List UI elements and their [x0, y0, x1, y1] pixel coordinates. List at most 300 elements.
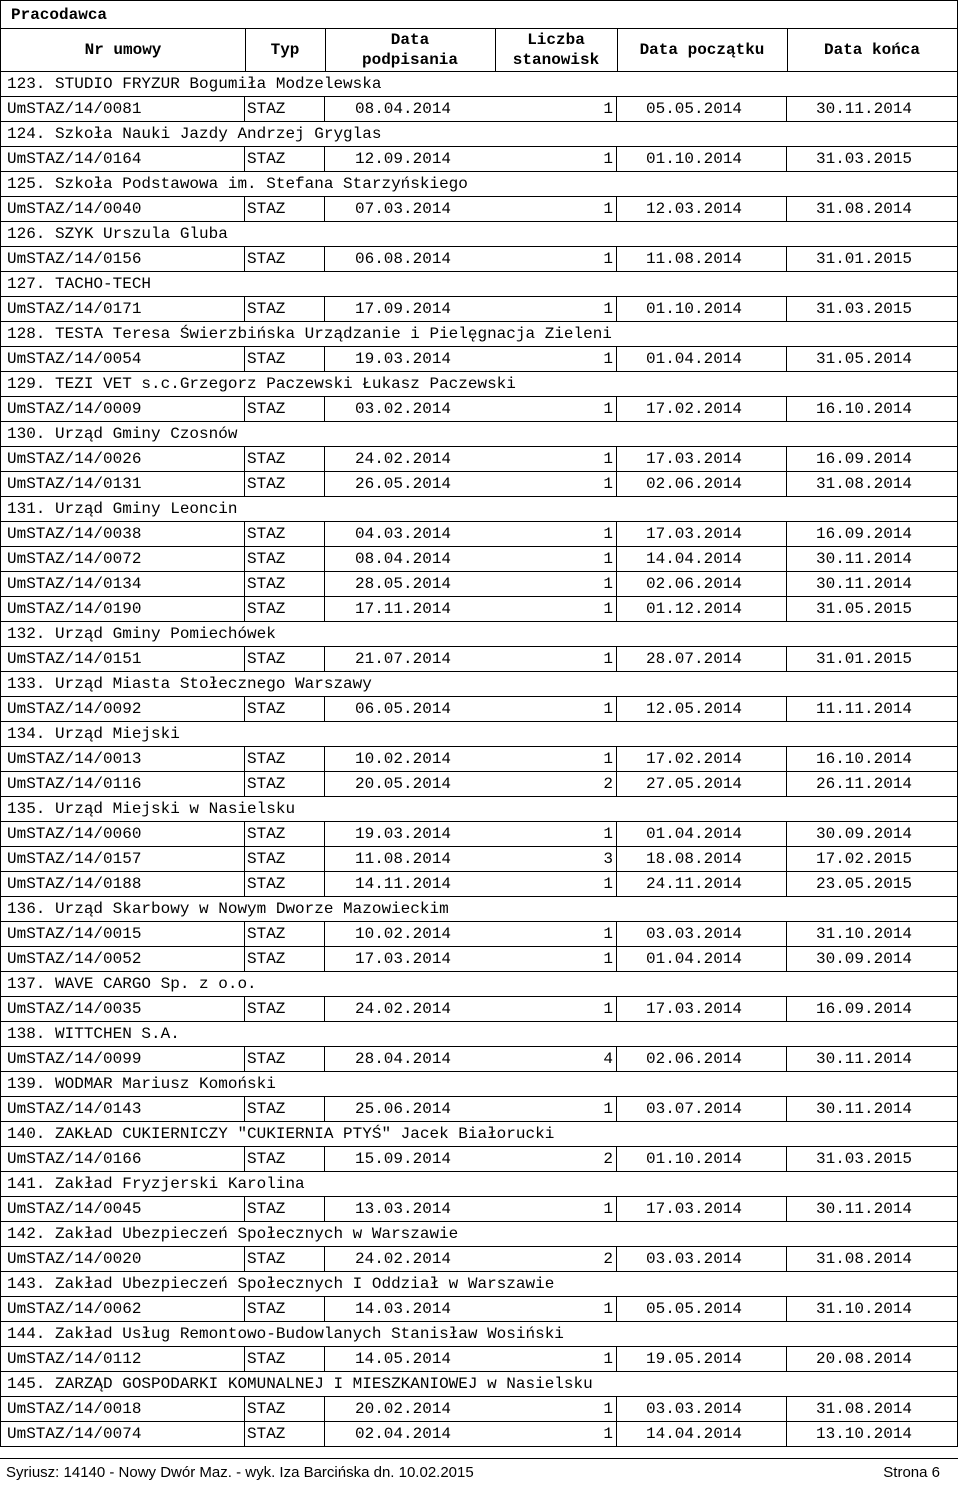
cell-typ: STAZ	[247, 1425, 286, 1443]
cell-typ: STAZ	[247, 700, 286, 718]
header-data-poczatku: Data początku	[639, 41, 765, 59]
cell-nr: UmSTAZ/14/0009	[7, 400, 142, 418]
cell-nr: UmSTAZ/14/0116	[7, 775, 142, 793]
employer-group	[0, 897, 958, 972]
cell-de: 30.09.2014	[816, 950, 913, 968]
cell-typ: STAZ	[247, 775, 286, 793]
column-divider	[786, 522, 787, 621]
column-divider	[786, 822, 787, 896]
cell-de: 31.01.2015	[816, 250, 913, 268]
cell-cnt: 1	[603, 950, 613, 968]
header-liczba-line1: Liczba	[527, 31, 585, 49]
cell-cnt: 1	[603, 825, 613, 843]
table-row	[1, 546, 957, 571]
cell-typ: STAZ	[247, 1250, 286, 1268]
column-divider	[244, 147, 245, 171]
cell-dp: 25.06.2014	[355, 1100, 452, 1118]
column-divider	[324, 97, 325, 121]
cell-nr: UmSTAZ/14/0112	[7, 1350, 142, 1368]
cell-nr: UmSTAZ/14/0092	[7, 700, 142, 718]
table-row	[1, 471, 957, 496]
column-divider	[786, 147, 787, 171]
employer-group	[0, 1072, 958, 1122]
table-row	[1, 1397, 957, 1421]
cell-typ: STAZ	[247, 600, 286, 618]
employer-group	[0, 797, 958, 897]
cell-nr: UmSTAZ/14/0062	[7, 1300, 142, 1318]
cell-cnt: 1	[603, 525, 613, 543]
column-divider	[616, 347, 617, 371]
employer-name: 127. TACHO-TECH	[1, 272, 957, 297]
column-divider	[244, 1147, 245, 1171]
cell-nr: UmSTAZ/14/0190	[7, 600, 142, 618]
employer-group	[0, 1372, 958, 1447]
cell-typ: STAZ	[247, 575, 286, 593]
cell-de: 30.11.2014	[816, 1100, 913, 1118]
contract-rows	[1, 297, 957, 321]
header-data-podpisania-line1: Data	[390, 31, 430, 49]
column-divider	[616, 1047, 617, 1071]
column-divider	[244, 247, 245, 271]
cell-cnt: 1	[603, 100, 613, 118]
cell-de: 31.01.2015	[816, 650, 913, 668]
column-divider	[616, 1097, 617, 1121]
cell-de: 17.02.2015	[816, 850, 913, 868]
employer-group	[0, 1122, 958, 1172]
cell-nr: UmSTAZ/14/0026	[7, 450, 142, 468]
cell-dp: 26.05.2014	[355, 475, 452, 493]
cell-ds: 12.03.2014	[646, 200, 743, 218]
column-divider	[616, 997, 617, 1021]
column-divider	[786, 647, 787, 671]
column-divider	[324, 522, 325, 621]
cell-nr: UmSTAZ/14/0081	[7, 100, 142, 118]
cell-typ: STAZ	[247, 850, 286, 868]
cell-de: 11.11.2014	[816, 700, 913, 718]
table-row	[1, 697, 957, 721]
column-divider	[244, 97, 245, 121]
cell-de: 31.10.2014	[816, 1300, 913, 1318]
table-row	[1, 1197, 957, 1221]
column-divider	[786, 247, 787, 271]
cell-ds: 17.03.2014	[646, 1000, 743, 1018]
cell-dp: 10.02.2014	[355, 925, 452, 943]
table-row	[1, 1097, 957, 1121]
cell-nr: UmSTAZ/14/0020	[7, 1250, 142, 1268]
cell-de: 26.11.2014	[816, 775, 913, 793]
column-divider	[244, 1347, 245, 1371]
employer-name: 133. Urząd Miasta Stołecznego Warszawy	[1, 672, 957, 697]
cell-ds: 02.06.2014	[646, 575, 743, 593]
cell-ds: 27.05.2014	[646, 775, 743, 793]
cell-cnt: 1	[603, 200, 613, 218]
footer-page-number: Strona 6	[883, 1464, 940, 1481]
cell-cnt: 1	[603, 650, 613, 668]
employer-name: 139. WODMAR Mariusz Komoński	[1, 1072, 957, 1097]
cell-de: 31.08.2014	[816, 200, 913, 218]
cell-dp: 14.03.2014	[355, 1300, 452, 1318]
cell-de: 16.09.2014	[816, 450, 913, 468]
employer-name: 125. Szkoła Podstawowa im. Stefana Starzyńskiego	[1, 172, 957, 197]
column-divider	[616, 1147, 617, 1171]
cell-dp: 02.04.2014	[355, 1425, 452, 1443]
cell-typ: STAZ	[247, 1200, 286, 1218]
cell-nr: UmSTAZ/14/0013	[7, 750, 142, 768]
cell-ds: 05.05.2014	[646, 100, 743, 118]
cell-de: 31.03.2015	[816, 1150, 913, 1168]
cell-cnt: 1	[603, 300, 613, 318]
cell-de: 31.08.2014	[816, 1400, 913, 1418]
cell-ds: 03.03.2014	[646, 1250, 743, 1268]
contract-rows	[1, 747, 957, 796]
cell-ds: 01.12.2014	[646, 600, 743, 618]
employer-group	[0, 1272, 958, 1322]
cell-nr: UmSTAZ/14/0018	[7, 1400, 142, 1418]
cell-de: 31.08.2014	[816, 1250, 913, 1268]
column-divider	[324, 647, 325, 671]
cell-ds: 02.06.2014	[646, 475, 743, 493]
table-row	[1, 647, 957, 671]
cell-de: 31.10.2014	[816, 925, 913, 943]
column-divider	[616, 397, 617, 421]
column-divider	[786, 297, 787, 321]
column-divider	[244, 697, 245, 721]
cell-cnt: 2	[603, 1150, 613, 1168]
cell-typ: STAZ	[247, 875, 286, 893]
cell-dp: 17.09.2014	[355, 300, 452, 318]
table-row	[1, 1047, 957, 1071]
cell-nr: UmSTAZ/14/0164	[7, 150, 142, 168]
employer-group	[0, 272, 958, 322]
column-divider	[786, 97, 787, 121]
column-divider	[786, 1047, 787, 1071]
column-divider	[324, 1047, 325, 1071]
cell-de: 30.11.2014	[816, 575, 913, 593]
cell-dp: 19.03.2014	[355, 350, 452, 368]
cell-dp: 24.02.2014	[355, 1000, 452, 1018]
column-divider	[324, 397, 325, 421]
employer-group	[0, 1172, 958, 1222]
contract-rows	[1, 1297, 957, 1321]
cell-typ: STAZ	[247, 1150, 286, 1168]
cell-nr: UmSTAZ/14/0188	[7, 875, 142, 893]
cell-ds: 05.05.2014	[646, 1300, 743, 1318]
table-row	[1, 247, 957, 271]
cell-de: 30.11.2014	[816, 100, 913, 118]
cell-dp: 13.03.2014	[355, 1200, 452, 1218]
cell-cnt: 1	[603, 1100, 613, 1118]
column-divider	[244, 997, 245, 1021]
cell-ds: 01.04.2014	[646, 825, 743, 843]
header-data-konca: Data końca	[823, 41, 920, 59]
column-divider	[616, 1197, 617, 1221]
contract-rows	[1, 1047, 957, 1071]
employer-name: 137. WAVE CARGO Sp. z o.o.	[1, 972, 957, 997]
table-row	[1, 846, 957, 871]
cell-cnt: 2	[603, 1250, 613, 1268]
cell-nr: UmSTAZ/14/0015	[7, 925, 142, 943]
cell-typ: STAZ	[247, 650, 286, 668]
column-divider	[244, 1247, 245, 1271]
cell-cnt: 1	[603, 750, 613, 768]
cell-nr: UmSTAZ/14/0060	[7, 825, 142, 843]
employer-group	[0, 372, 958, 422]
employer-name: 129. TEZI VET s.c.Grzegorz Paczewski Łukasz Paczewski	[1, 372, 957, 397]
cell-cnt: 1	[603, 925, 613, 943]
cell-cnt: 1	[603, 150, 613, 168]
cell-nr: UmSTAZ/14/0045	[7, 1200, 142, 1218]
cell-dp: 12.09.2014	[355, 150, 452, 168]
employer-group	[0, 322, 958, 372]
cell-ds: 01.10.2014	[646, 150, 743, 168]
cell-ds: 03.07.2014	[646, 1100, 743, 1118]
cell-dp: 07.03.2014	[355, 200, 452, 218]
contract-rows	[1, 822, 957, 896]
employer-group	[0, 122, 958, 172]
cell-dp: 14.11.2014	[355, 875, 452, 893]
employer-group	[0, 72, 958, 122]
column-divider	[786, 1247, 787, 1271]
cell-cnt: 1	[603, 1425, 613, 1443]
table-body	[0, 72, 958, 1447]
cell-ds: 01.10.2014	[646, 1150, 743, 1168]
column-divider	[324, 247, 325, 271]
employer-name: 140. ZAKŁAD CUKIERNICZY "CUKIERNIA PTYŚ" Jacek Białorucki	[1, 1122, 957, 1147]
contract-rows	[1, 247, 957, 271]
contract-rows	[1, 997, 957, 1021]
header-nr-umowy: Nr umowy	[84, 41, 162, 59]
cell-dp: 28.05.2014	[355, 575, 452, 593]
cell-ds: 19.05.2014	[646, 1350, 743, 1368]
contract-rows	[1, 447, 957, 496]
cell-typ: STAZ	[247, 1300, 286, 1318]
column-divider	[324, 1347, 325, 1371]
column-divider	[244, 1097, 245, 1121]
column-divider	[324, 1397, 325, 1446]
column-divider	[244, 647, 245, 671]
cell-dp: 17.03.2014	[355, 950, 452, 968]
column-divider	[324, 147, 325, 171]
employer-name: 144. Zakład Usług Remontowo-Budowlanych Stanisław Wosiński	[1, 1322, 957, 1347]
table-row	[1, 946, 957, 971]
table-row	[1, 147, 957, 171]
cell-de: 16.10.2014	[816, 750, 913, 768]
cell-nr: UmSTAZ/14/0099	[7, 1050, 142, 1068]
table-row	[1, 571, 957, 596]
employer-name: 126. SZYK Urszula Gluba	[1, 222, 957, 247]
column-divider	[616, 1397, 617, 1446]
column-divider	[616, 447, 617, 496]
column-divider	[616, 247, 617, 271]
cell-de: 31.08.2014	[816, 475, 913, 493]
cell-nr: UmSTAZ/14/0157	[7, 850, 142, 868]
cell-ds: 17.03.2014	[646, 1200, 743, 1218]
cell-typ: STAZ	[247, 825, 286, 843]
contract-rows	[1, 97, 957, 121]
employer-name: 128. TESTA Teresa Świerzbińska Urządzanie i Pielęgnacja Zieleni	[1, 322, 957, 347]
column-divider	[324, 1097, 325, 1121]
cell-typ: STAZ	[247, 450, 286, 468]
employer-group	[0, 422, 958, 497]
column-divider	[786, 1297, 787, 1321]
table-row	[1, 922, 957, 946]
cell-dp: 19.03.2014	[355, 825, 452, 843]
cell-typ: STAZ	[247, 525, 286, 543]
cell-de: 20.08.2014	[816, 1350, 913, 1368]
cell-de: 31.03.2015	[816, 300, 913, 318]
cell-ds: 01.10.2014	[646, 300, 743, 318]
table-row	[1, 297, 957, 321]
cell-dp: 08.04.2014	[355, 550, 452, 568]
contract-rows	[1, 922, 957, 971]
employer-group	[0, 1222, 958, 1272]
cell-cnt: 1	[603, 1350, 613, 1368]
cell-cnt: 1	[603, 1300, 613, 1318]
cell-de: 30.11.2014	[816, 1050, 913, 1068]
cell-nr: UmSTAZ/14/0131	[7, 475, 142, 493]
cell-cnt: 1	[603, 450, 613, 468]
contract-rows	[1, 197, 957, 221]
cell-ds: 17.03.2014	[646, 525, 743, 543]
cell-de: 13.10.2014	[816, 1425, 913, 1443]
column-divider	[324, 822, 325, 896]
contract-rows	[1, 1347, 957, 1371]
column-divider	[786, 1397, 787, 1446]
contract-rows	[1, 347, 957, 371]
cell-nr: UmSTAZ/14/0040	[7, 200, 142, 218]
cell-typ: STAZ	[247, 1050, 286, 1068]
table-header	[0, 28, 958, 72]
cell-de: 16.10.2014	[816, 400, 913, 418]
employer-group	[0, 722, 958, 797]
column-divider	[616, 97, 617, 121]
cell-ds: 17.03.2014	[646, 450, 743, 468]
column-divider	[244, 747, 245, 796]
column-divider	[786, 997, 787, 1021]
column-divider	[616, 822, 617, 896]
cell-typ: STAZ	[247, 250, 286, 268]
column-divider	[324, 697, 325, 721]
cell-nr: UmSTAZ/14/0151	[7, 650, 142, 668]
cell-nr: UmSTAZ/14/0171	[7, 300, 142, 318]
cell-nr: UmSTAZ/14/0038	[7, 525, 142, 543]
cell-nr: UmSTAZ/14/0074	[7, 1425, 142, 1443]
table-row	[1, 1421, 957, 1446]
employer-name: 134. Urząd Miejski	[1, 722, 957, 747]
contract-rows	[1, 697, 957, 721]
cell-ds: 17.02.2014	[646, 400, 743, 418]
cell-nr: UmSTAZ/14/0054	[7, 350, 142, 368]
cell-cnt: 1	[603, 475, 613, 493]
cell-ds: 28.07.2014	[646, 650, 743, 668]
cell-dp: 17.11.2014	[355, 600, 452, 618]
cell-typ: STAZ	[247, 200, 286, 218]
cell-nr: UmSTAZ/14/0156	[7, 250, 142, 268]
header-data-podpisania-line2: podpisania	[361, 51, 458, 69]
employer-name: 132. Urząd Gminy Pomiechówek	[1, 622, 957, 647]
column-divider	[244, 1297, 245, 1321]
table-row	[1, 447, 957, 471]
employer-name: 131. Urząd Gminy Leoncin	[1, 497, 957, 522]
cell-typ: STAZ	[247, 925, 286, 943]
cell-de: 30.11.2014	[816, 550, 913, 568]
cell-de: 30.09.2014	[816, 825, 913, 843]
column-divider	[616, 647, 617, 671]
cell-typ: STAZ	[247, 550, 286, 568]
cell-dp: 24.02.2014	[355, 450, 452, 468]
cell-nr: UmSTAZ/14/0052	[7, 950, 142, 968]
cell-nr: UmSTAZ/14/0134	[7, 575, 142, 593]
cell-typ: STAZ	[247, 1350, 286, 1368]
column-divider	[616, 147, 617, 171]
contract-rows	[1, 147, 957, 171]
cell-ds: 03.03.2014	[646, 925, 743, 943]
column-divider	[324, 1247, 325, 1271]
table-row	[1, 997, 957, 1021]
cell-nr: UmSTAZ/14/0166	[7, 1150, 142, 1168]
employer-group	[0, 497, 958, 622]
header-liczba-line2: stanowisk	[512, 51, 600, 69]
contract-rows	[1, 1397, 957, 1446]
cell-typ: STAZ	[247, 400, 286, 418]
contract-rows	[1, 1197, 957, 1221]
column-divider	[324, 447, 325, 496]
cell-cnt: 1	[603, 350, 613, 368]
column-divider	[324, 1147, 325, 1171]
cell-ds: 01.04.2014	[646, 950, 743, 968]
column-divider	[324, 1297, 325, 1321]
cell-nr: UmSTAZ/14/0072	[7, 550, 142, 568]
column-divider	[786, 747, 787, 796]
column-divider	[616, 1347, 617, 1371]
column-divider	[244, 822, 245, 896]
cell-dp: 24.02.2014	[355, 1250, 452, 1268]
column-divider	[786, 397, 787, 421]
cell-dp: 06.08.2014	[355, 250, 452, 268]
cell-cnt: 1	[603, 1000, 613, 1018]
column-divider	[324, 197, 325, 221]
table-row	[1, 397, 957, 421]
cell-ds: 12.05.2014	[646, 700, 743, 718]
contract-rows	[1, 522, 957, 621]
cell-de: 31.05.2015	[816, 600, 913, 618]
cell-ds: 03.03.2014	[646, 1400, 743, 1418]
column-divider	[324, 997, 325, 1021]
cell-cnt: 1	[603, 600, 613, 618]
cell-cnt: 1	[603, 1400, 613, 1418]
table-row	[1, 822, 957, 846]
cell-cnt: 1	[603, 875, 613, 893]
employer-group	[0, 1322, 958, 1372]
column-divider	[244, 1397, 245, 1446]
header-liczba-stanowisk	[495, 29, 617, 71]
cell-ds: 14.04.2014	[646, 550, 743, 568]
cell-ds: 18.08.2014	[646, 850, 743, 868]
cell-cnt: 1	[603, 700, 613, 718]
employer-group	[0, 622, 958, 672]
cell-de: 30.11.2014	[816, 1200, 913, 1218]
column-divider	[324, 1197, 325, 1221]
cell-typ: STAZ	[247, 300, 286, 318]
column-divider	[786, 1147, 787, 1171]
column-divider	[244, 297, 245, 321]
employer-name: 143. Zakład Ubezpieczeń Społecznych I Oddział w Warszawie	[1, 1272, 957, 1297]
column-divider	[616, 922, 617, 971]
table-row	[1, 1347, 957, 1371]
cell-dp: 03.02.2014	[355, 400, 452, 418]
cell-dp: 06.05.2014	[355, 700, 452, 718]
column-divider	[244, 1047, 245, 1071]
